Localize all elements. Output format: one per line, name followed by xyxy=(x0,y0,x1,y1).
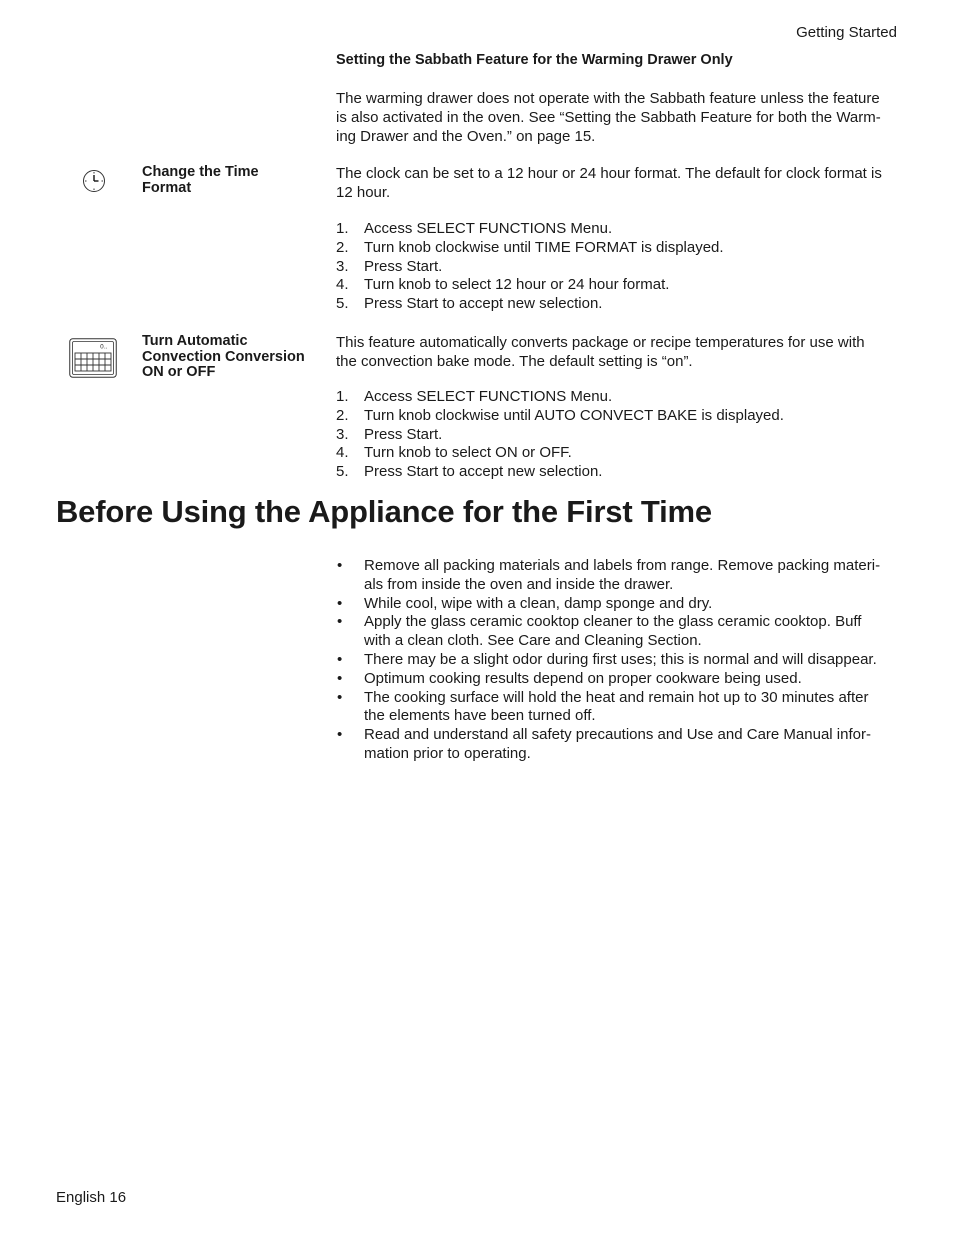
step-item xyxy=(336,220,898,239)
text-line: There may be a slight odor during first uses; this is normal and will disappear. xyxy=(364,650,877,668)
bullet-item xyxy=(336,689,898,727)
step-item xyxy=(336,258,898,277)
step-item xyxy=(336,239,898,258)
bullet-item xyxy=(336,726,898,764)
bullet-item xyxy=(336,613,898,651)
title-line: Convection Conversion xyxy=(142,348,305,365)
step-item xyxy=(336,388,898,407)
step-item xyxy=(336,407,898,426)
text-line: the elements have been turned off. xyxy=(364,707,596,725)
bullet-marker: • xyxy=(337,557,343,574)
text-line: the convection bake mode. The default setting is “on”. xyxy=(336,353,693,370)
title-line: Turn Automatic xyxy=(142,333,248,349)
time-format-intro xyxy=(336,164,906,202)
step-item xyxy=(336,463,898,482)
step-text: Turn knob clockwise until TIME FORMAT is displayed. xyxy=(364,238,724,256)
text-line: Remove all packing materials and labels from range. Remove packing materi- xyxy=(364,557,881,574)
step-item xyxy=(336,295,898,314)
step-number: 3. xyxy=(336,425,349,443)
convection-steps xyxy=(336,388,898,482)
step-number: 4. xyxy=(336,276,349,294)
title-line: ON or OFF xyxy=(142,364,216,380)
bullet-marker: • xyxy=(337,669,343,687)
step-number: 1. xyxy=(336,388,349,405)
running-header: Getting Started xyxy=(796,24,897,41)
bullet-item xyxy=(336,651,898,670)
text-line: with a clean cloth. See Care and Cleaning Section. xyxy=(364,632,702,650)
text-line: Apply the glass ceramic cooktop cleaner to the glass ceramic cooktop. Buff xyxy=(364,613,862,631)
clock-icon xyxy=(82,169,106,193)
step-item xyxy=(336,426,898,445)
text-line: ing Drawer and the Oven.” on page 15. xyxy=(336,128,596,145)
first-time-bullets xyxy=(336,557,898,764)
text-line: is also activated in the oven. See “Setting the Sabbath Feature for both the Warm- xyxy=(336,109,881,126)
convection-title xyxy=(142,334,327,381)
sabbath-drawer-paragraph xyxy=(336,89,906,146)
text-line: Optimum cooking results depend on proper cookware being used. xyxy=(364,669,802,687)
text-line: mation prior to operating. xyxy=(364,744,531,762)
text-line: 12 hour. xyxy=(336,184,391,201)
text-line: This feature automatically converts package or recipe temperatures for use with xyxy=(336,334,865,351)
step-text: Turn knob to select 12 hour or 24 hour format. xyxy=(364,276,670,294)
page-footer: English 16 xyxy=(56,1189,127,1206)
text-line: als from inside the oven and inside the drawer. xyxy=(364,575,674,593)
step-number: 5. xyxy=(336,463,349,481)
step-number: 3. xyxy=(336,257,349,275)
bullet-marker: • xyxy=(337,613,343,631)
step-text: Turn knob clockwise until AUTO CONVECT BAKE is displayed. xyxy=(364,406,784,424)
sabbath-drawer-heading: Setting the Sabbath Feature for the Warming Drawer Only xyxy=(336,52,733,68)
step-number: 2. xyxy=(336,406,349,424)
step-text: Press Start to accept new selection. xyxy=(364,463,603,481)
step-number: 4. xyxy=(336,444,349,462)
section-title: Before Using the Appliance for the First Time xyxy=(56,494,712,529)
step-number: 1. xyxy=(336,220,349,237)
bullet-marker: • xyxy=(337,688,343,706)
display-readout: 0.. xyxy=(100,343,108,351)
time-format-steps xyxy=(336,220,898,314)
bullet-marker: • xyxy=(337,594,343,612)
title-line: Change the Time xyxy=(142,164,259,180)
step-number: 5. xyxy=(336,295,349,313)
text-line: The clock can be set to a 12 hour or 24 hour format. The default for clock format is xyxy=(336,165,882,182)
step-text: Press Start to accept new selection. xyxy=(364,295,603,313)
step-text: Press Start. xyxy=(364,425,443,443)
text-line: Read and understand all safety precautions and Use and Care Manual infor- xyxy=(364,726,871,744)
step-text: Turn knob to select ON or OFF. xyxy=(364,444,572,462)
time-format-title xyxy=(142,165,327,196)
bullet-marker: • xyxy=(337,650,343,668)
step-text: Press Start. xyxy=(364,257,443,275)
title-line: Format xyxy=(142,179,192,196)
bullet-item xyxy=(336,557,898,595)
text-line: The cooking surface will hold the heat and remain hot up to 30 minutes after xyxy=(364,688,869,706)
bullet-item xyxy=(336,670,898,689)
text-line: While cool, wipe with a clean, damp sponge and dry. xyxy=(364,594,713,612)
step-item xyxy=(336,276,898,295)
step-text: Access SELECT FUNCTIONS Menu. xyxy=(364,388,613,405)
bullet-item xyxy=(336,595,898,614)
oven-display-icon xyxy=(69,338,117,378)
text-line: The warming drawer does not operate with the Sabbath feature unless the feature xyxy=(336,90,880,107)
step-number: 2. xyxy=(336,238,349,256)
step-text: Access SELECT FUNCTIONS Menu. xyxy=(364,220,613,237)
step-item xyxy=(336,444,898,463)
bullet-marker: • xyxy=(337,726,343,744)
convection-intro xyxy=(336,333,906,371)
